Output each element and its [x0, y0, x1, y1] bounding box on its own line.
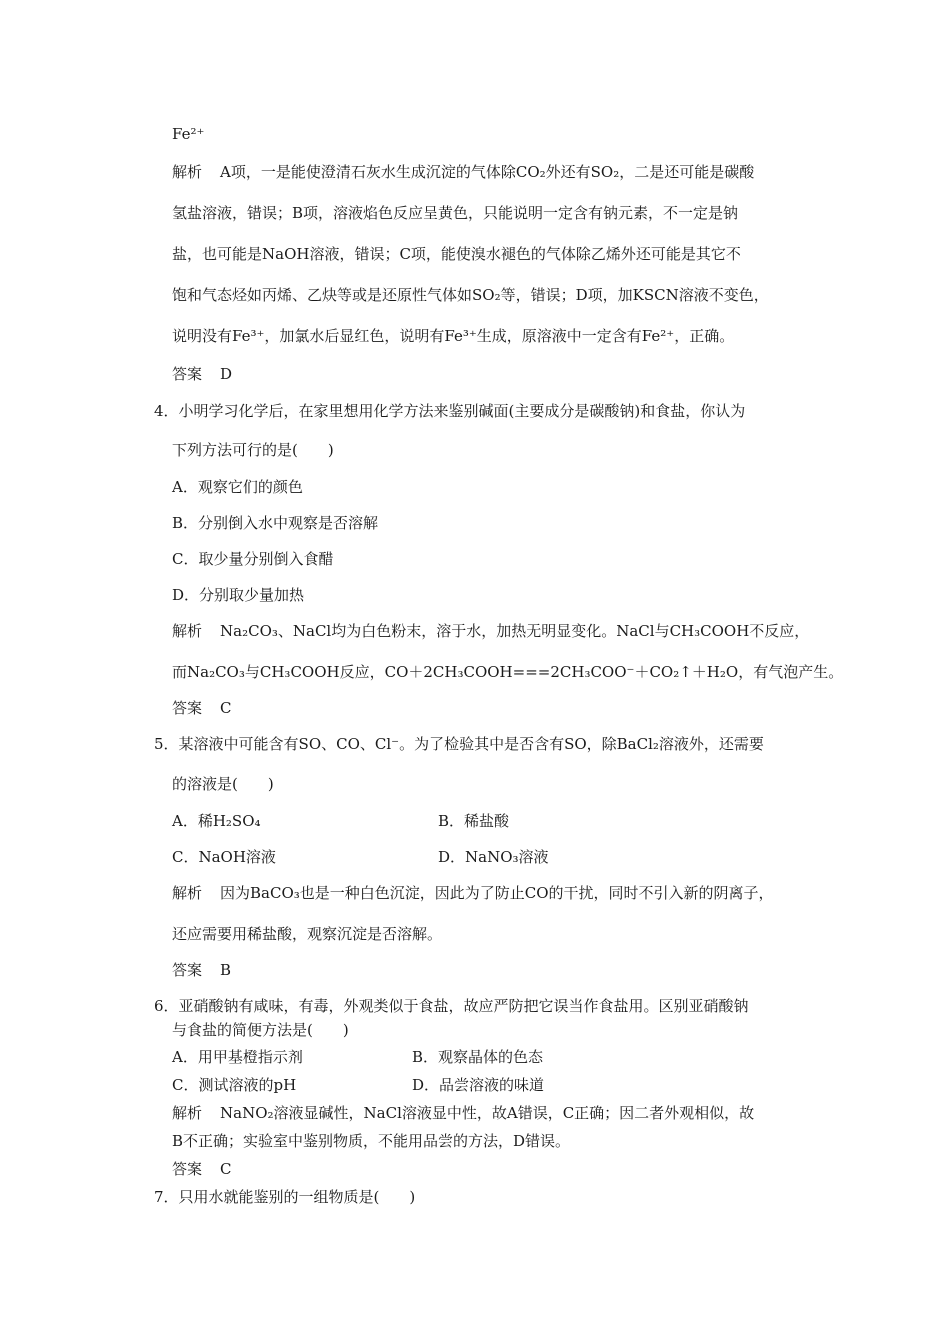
q3-answer	[172, 364, 232, 384]
analysis-label: 解析	[172, 884, 203, 902]
q3-analysis-line-2: 氢盐溶液，错误；B项，溶液焰色反应呈黄色，只能说明一定含有钠元素，不一定是钠	[172, 204, 739, 222]
answer-value: D	[220, 365, 233, 383]
q4-analysis-line-1: 解析 Na₂CO₃、NaCl均为白色粉末，溶于水，加热无明显变化。NaCl与CH₃COOH不反应，	[172, 622, 810, 640]
q6-stem-line-1: 6．亚硝酸钠有咸味，有毒，外观类似于食盐，故应严防把它误当作食盐用。区别亚硝酸钠	[154, 997, 749, 1015]
q4-option-c: C．取少量分别倒入食醋	[172, 550, 334, 568]
answer-value: C	[220, 699, 232, 717]
answer-label: 答案	[172, 1160, 203, 1178]
q5-answer	[172, 960, 231, 980]
q4-analysis-line-2: 而Na₂CO₃与CH₃COOH反应，CO＋2CH₃COOH===2CH₃COO⁻＋CO₂↑＋H₂O，有气泡产生。	[172, 663, 844, 681]
q5-analysis-line-2: 还应需要用稀盐酸，观察沉淀是否溶解。	[172, 925, 443, 943]
q5-option-d: D．NaNO₃溶液	[438, 848, 549, 866]
q5-option-b: B．稀盐酸	[438, 812, 510, 830]
q6-option-c: C．测试溶液的pH	[172, 1076, 297, 1094]
analysis-label: 解析	[172, 163, 203, 181]
answer-value: B	[220, 961, 232, 979]
q3-analysis-line-5: 说明没有Fe³⁺，加氯水后显红色，说明有Fe³⁺生成，原溶液中一定含有Fe²⁺，正确。	[172, 327, 735, 345]
q4-stem-line-1: 4．小明学习化学后，在家里想用化学方法来鉴别碱面(主要成分是碳酸钠)和食盐，你认为	[154, 402, 746, 420]
q5-option-a: A．稀H₂SO₄	[172, 812, 261, 830]
q4-answer	[172, 698, 232, 718]
q6-stem-line-2: 与食盐的简便方法是( )	[172, 1021, 349, 1039]
q4-option-b: B．分别倒入水中观察是否溶解	[172, 514, 379, 532]
q3-analysis-line-1: 解析 A项，一是能使澄清石灰水生成沉淀的气体除CO₂外还有SO₂，二是还可能是碳酸	[172, 163, 755, 181]
q3-analysis-line-3: 盐，也可能是NaOH溶液，错误；C项，能使溴水褪色的气体除乙烯外还可能是其它不	[172, 245, 741, 263]
analysis-label: 解析	[172, 622, 203, 640]
q5-option-c: C．NaOH溶液	[172, 848, 276, 866]
answer-label: 答案	[172, 699, 203, 717]
q3-analysis-line-4: 饱和气态烃如丙烯、乙炔等或是还原性气体如SO₂等，错误；D项，加KSCN溶液不变色，	[172, 286, 769, 304]
analysis-label: 解析	[172, 1104, 203, 1122]
q6-option-b: B．观察晶体的色态	[412, 1048, 544, 1066]
q4-option-d: D．分别取少量加热	[172, 586, 305, 604]
q7-stem-line-1: 7．只用水就能鉴别的一组物质是( )	[154, 1188, 416, 1206]
q6-option-a: A．用甲基橙指示剂	[172, 1048, 303, 1066]
q6-analysis-line-1: 解析 NaNO₂溶液显碱性，NaCl溶液显中性，故A错误，C正确；因二者外观相似，故	[172, 1104, 755, 1122]
answer-label: 答案	[172, 961, 203, 979]
fe2-ion-line: Fe²⁺	[172, 125, 205, 143]
q5-stem-line-2: 的溶液是( )	[172, 775, 274, 793]
q6-answer	[172, 1159, 232, 1179]
q5-analysis-line-1: 解析 因为BaCO₃也是一种白色沉淀，因此为了防止CO的干扰，同时不引入新的阴离子，	[172, 884, 774, 902]
q5-stem-line-1: 5．某溶液中可能含有SO、CO、Cl⁻。为了检验其中是否含有SO，除BaCl₂溶液外，还需要	[154, 735, 764, 753]
q4-option-a: A．观察它们的颜色	[172, 478, 303, 496]
q6-option-d: D．品尝溶液的味道	[412, 1076, 545, 1094]
q6-analysis-line-2: B不正确；实验室中鉴别物质，不能用品尝的方法，D错误。	[172, 1132, 571, 1150]
answer-value: C	[220, 1160, 232, 1178]
answer-label: 答案	[172, 365, 203, 383]
q4-stem-line-2: 下列方法可行的是( )	[172, 441, 334, 459]
